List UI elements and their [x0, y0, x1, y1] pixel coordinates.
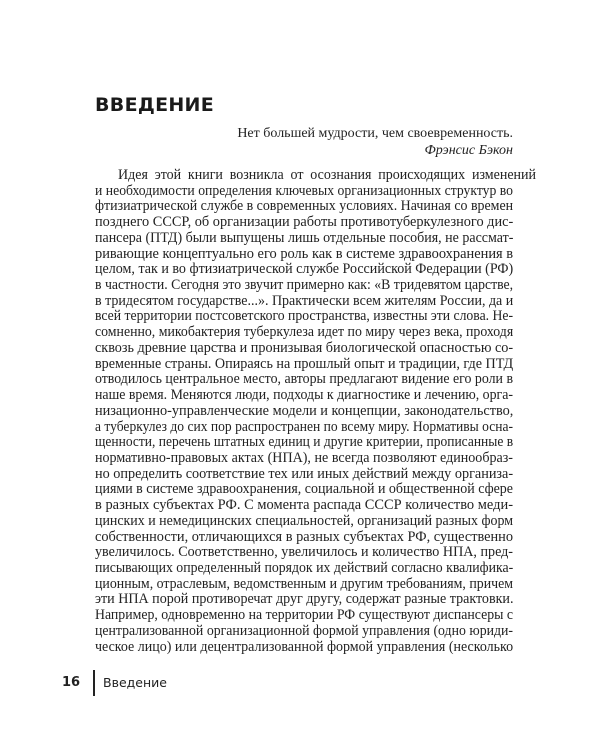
text-line: централизованной организационной формой управления (одно юриди-: [95, 622, 513, 639]
text-line: увеличилось. Соответственно, увеличилось и количество НПА, пред-: [95, 544, 513, 561]
text-line: отводилось центральное место, авторы предлагают видение его роли в: [95, 371, 513, 388]
running-footer-section: Введение: [103, 675, 167, 690]
text-line: собственности, отличающихся в разных субъектах РФ, существенно: [95, 528, 513, 545]
text-line: Например, одновременно на территории РФ существуют диспансеры с: [95, 607, 513, 624]
text-line: в тридесятом государстве...». Практически всем жителям России, да и: [95, 292, 514, 309]
text-line: ционным, отраслевым, ведомственным и другим требованиям, причем: [95, 575, 514, 592]
text-line: сквозь древние царства и пронизывая биологической опасностью со-: [95, 339, 514, 356]
text-line: цинских и немедицинских специальностей, организаций разных форм: [95, 512, 514, 529]
text-line: фтизиатрической службе в современных условиях. Начиная со времен: [95, 198, 514, 215]
text-line: в частности. Сегодня это звучит примерно как: «В тридевятом царстве,: [95, 277, 514, 294]
text-line: и необходимости определения ключевых организационных структур во: [95, 182, 513, 199]
text-line: а туберкулез до сих пор распространен по всему миру. Нормативы осна-: [95, 418, 513, 435]
text-line: писывающих определенный порядок их действий согласно квалифика-: [95, 559, 514, 576]
text-line: нормативно-правовых актах (НПА), не всегда позволяют единообраз-: [95, 449, 513, 466]
text-line: ческое лицо) или децентрализованной формой управления (несколько: [95, 638, 514, 655]
text-line: ривающие концептуально его роль как в системе здравоохранения в: [95, 245, 514, 262]
page-number: 16: [62, 675, 81, 690]
body-paragraph: [95, 167, 537, 655]
text-line: пансера (ПТД) были выпущены лишь отдельные пособия, не рассмат-: [95, 229, 514, 246]
epigraph-author: Фрэнсис Бэкон: [424, 143, 513, 158]
text-line: циями в системе здравоохранения, социальной и общественной сфере: [95, 481, 513, 498]
text-line: Идея этой книги возникла от осознания происходящих изменений: [118, 167, 537, 183]
footer-divider: [93, 670, 95, 696]
text-line: позднего СССР, об организации работы противотуберкулезного дис-: [95, 214, 514, 231]
text-line: сомненно, микобактерия туберкулеза идет по миру через века, проходя: [95, 324, 514, 341]
epigraph-quote: Нет большей мудрости, чем своевременность.: [237, 126, 513, 141]
text-line: всей территории постсоветского пространства, известны эти слова. Не-: [95, 308, 514, 325]
text-line: целом, так и во фтизиатрической службе Российской Федерации (РФ): [95, 261, 514, 278]
text-line: эти НПА порой противоречат друг другу, содержат разные трактовки.: [95, 591, 514, 608]
text-line: но определить соответствие тех или иных действий между организа-: [95, 465, 514, 482]
text-line: в разных субъектах РФ. С момента распада СССР количество меди-: [95, 497, 513, 514]
text-line: наше время. Меняются люди, подходы к диагностике и лечению, орга-: [95, 387, 513, 404]
text-line: щенности, перечень штатных единиц и другие критерии, прописанные в: [95, 434, 514, 451]
text-line: низационно-управленческие модели и концепции, законодательство,: [95, 402, 514, 419]
text-line: временные страны. Опираясь на прошлый опыт и традиции, где ПТД: [95, 355, 514, 372]
chapter-heading: ВВЕДЕНИЕ: [95, 94, 215, 116]
